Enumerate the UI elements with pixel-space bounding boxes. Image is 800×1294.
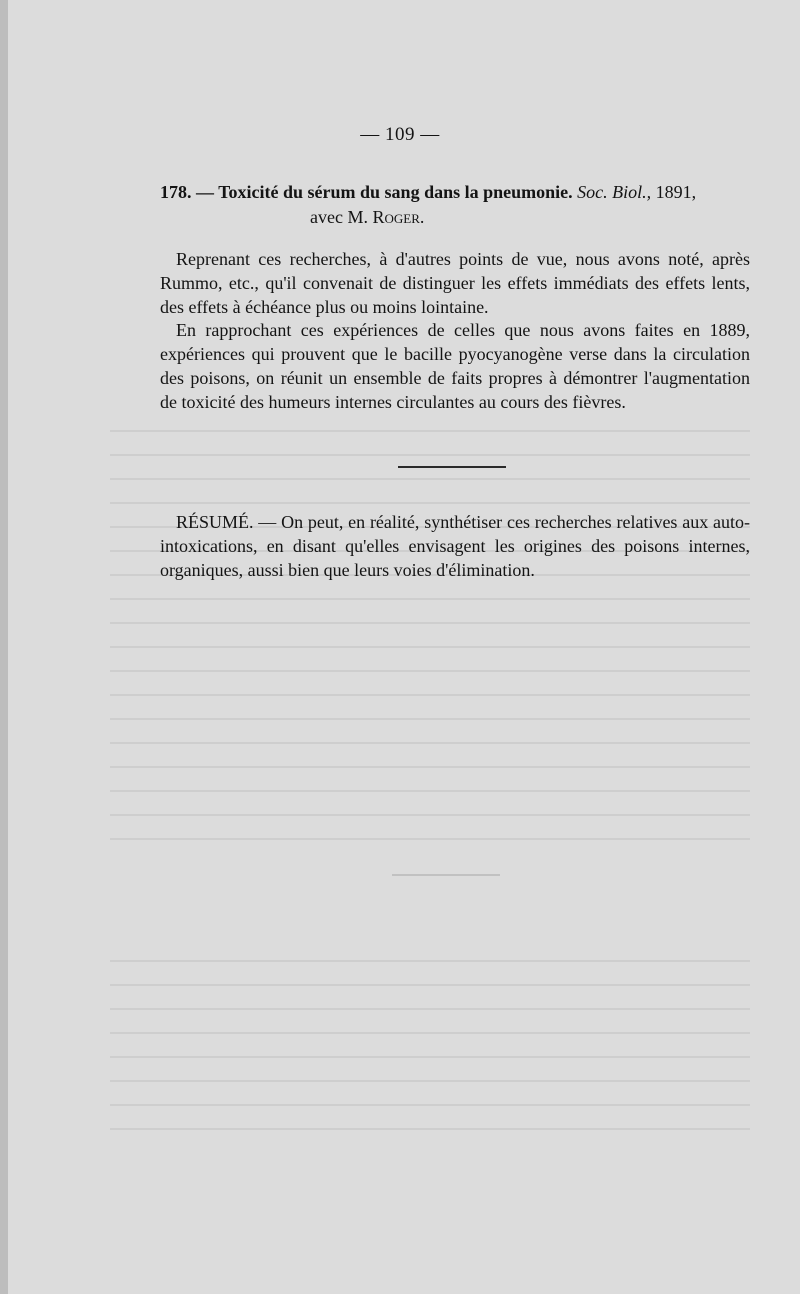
entry-title: Toxicité du sérum du sang dans la pneumonie. — [218, 182, 573, 202]
section-divider — [398, 466, 506, 468]
entry-year: 1891, — [655, 182, 697, 202]
coauthor-name: Roger. — [372, 207, 425, 227]
page-number: — 109 — — [360, 124, 440, 145]
coauthor-prefix: avec M. — [310, 207, 368, 227]
reverse-side-bleed — [110, 430, 750, 850]
paragraph-2: En rapprochant ces expériences de celles que nous avons faites en 1889, expériences qui prouvent que le bacille pyocyanogène verse dans la circulation des poisons, on réunit un ensemble de faits propres à démontrer l'augmentation de toxicité des humeurs internes circulantes au cours des fièvres. — [160, 320, 750, 412]
reverse-side-bleed-lower — [110, 960, 750, 1150]
summary-paragraph: RÉSUMÉ. — On peut, en réalité, synthétiser ces recherches relatives aux auto-intoxications, en disant qu'elles envisagent les origines des poisons internes, organiques, aussi bien que leurs voies d'élimination. — [160, 512, 750, 580]
entry-heading — [160, 180, 750, 230]
entry-coauthor — [160, 205, 750, 230]
entry-number: 178. — — [160, 182, 214, 202]
page-edge-shadow — [0, 0, 8, 1294]
entry-journal: Soc. Biol., — [577, 182, 652, 202]
faint-divider-bleed — [392, 874, 500, 876]
paragraph-1: Reprenant ces recherches, à d'autres points de vue, nous avons noté, après Rummo, etc., qu'il convenait de distinguer les effets immédiats des effets lents, des effets à échéance plus ou moins lointaine. — [160, 249, 750, 317]
